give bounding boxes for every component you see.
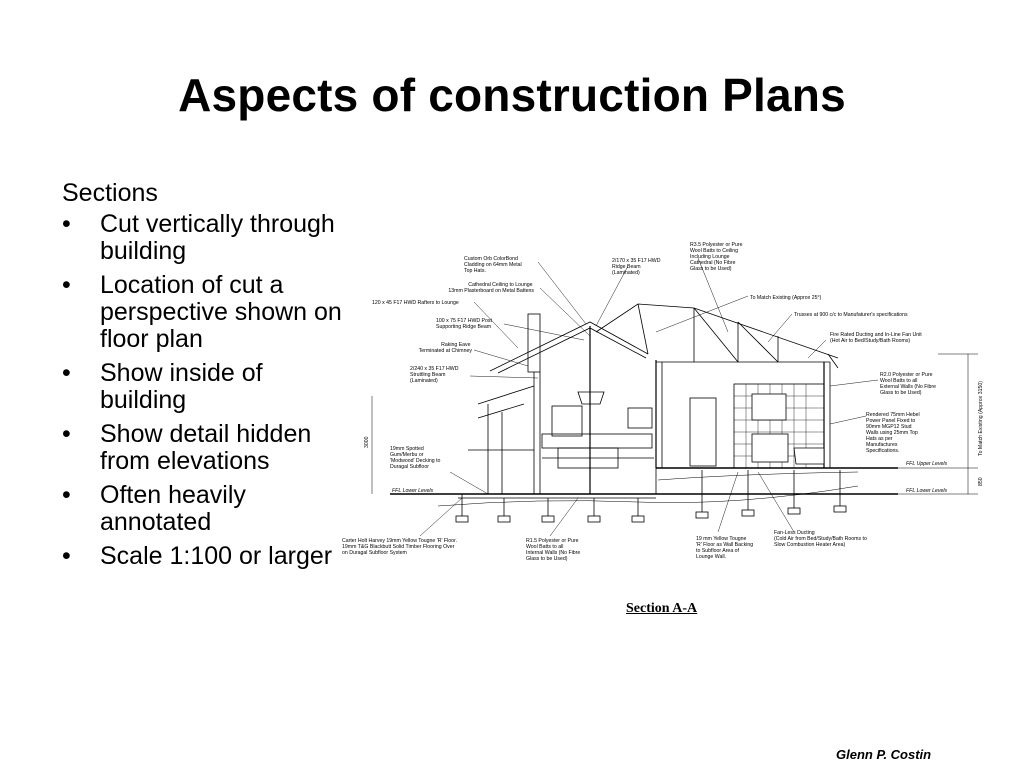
bullet-item: • Show detail hidden from elevations xyxy=(62,421,352,475)
truss-web xyxy=(738,322,778,362)
annotation-custom-orb: Custom Orb ColorBond Cladding on 64mm Metal Top Hats. xyxy=(464,256,522,274)
roof-ridge xyxy=(638,304,648,354)
bath-window xyxy=(752,394,786,420)
author-credit: Glenn P. Costin xyxy=(836,747,932,762)
annotation-yellow-tougne: 19 mm Yellow Tougne 'R' Floor as Wall Backing to Subfloor Area of Lounge Wall. xyxy=(696,536,754,560)
annotation-ffl-lower-right: FFL Lower Levels xyxy=(906,488,948,494)
annotation-ffl-upper: FFL Upper Levels xyxy=(906,461,948,467)
dimension-3000: 3000 xyxy=(364,436,370,448)
bullet-item: • Scale 1:100 or larger xyxy=(62,543,352,570)
left-text-column xyxy=(62,180,352,577)
annotation-r15-batts: R1.5 Polyester or Pure Wool Batts to all Internal Walls (No Fibre Glass to be Used) xyxy=(526,538,581,562)
drawing-caption: Section A-A xyxy=(626,601,698,616)
annotation-cathedral-ceiling: Cathedral Ceiling to Lounge 13mm Plasterboard on Metal Battens xyxy=(448,282,534,294)
annotation-match-existing-25: To Match Existing (Approx 25°) xyxy=(750,295,822,301)
bullet-item: • Cut vertically through building xyxy=(62,211,352,265)
annotation-spotted-gum: 19mm Spotted Gum/Merbu or 'Modwood' Decking to Duragal Subfloor xyxy=(390,446,441,470)
annotation-ffl-lower-left: FFL Lower Levels xyxy=(392,488,434,494)
roof-left-inner xyxy=(498,328,646,373)
door xyxy=(690,398,716,466)
annotation-ridge-beam: 2/170 x 35 F17 HWD Ridge Beam (Laminated) xyxy=(612,258,661,276)
section-drawing xyxy=(338,236,998,572)
chimney xyxy=(528,314,540,372)
annotation-hebel: Rendered 75mm Hebel Power Panel Fixed to 90mm MGP12 Stud Walls using 25mm Top Hats as per Manufactures Specifications. xyxy=(866,412,920,454)
bullet-item: • Location of cut a perspective shown on floor plan xyxy=(62,272,352,353)
bullet-item: • Show inside of building xyxy=(62,360,352,414)
section-heading: Sections xyxy=(62,179,158,207)
ground-line xyxy=(438,486,858,506)
annotation-raking-eave: Raking Eave Terminated at Chimney xyxy=(418,342,472,354)
bullet-item: • Often heavily annotated xyxy=(62,482,352,536)
annotation-fan-less: Fan-Less Ducting (Cold Air from Bed/Study/Bath Rooms to Slow Combustion Heater Area) xyxy=(774,530,867,548)
window-left xyxy=(552,406,582,436)
vanity xyxy=(752,434,788,462)
annotation-r20-batts: R2.0 Polyester or Pure Wool Batts to all External Walls (No Fibre Glass to be Used) xyxy=(880,372,937,396)
annotation-carter-holt: Carter Holt Harvey 19mm Yellow Tougne 'R' Floor. 19mm T&G Blackbutt Solid Timber Flooring Over on Duragal Subfloor System xyxy=(342,538,457,556)
bathtub xyxy=(794,448,824,464)
annotation-strutting-beam: 2/240 x 35 F17 HWD Struttling Beam (Laminated) xyxy=(410,366,459,384)
range-hood xyxy=(578,392,604,404)
slide-title: Aspects of construction Plans xyxy=(178,69,846,121)
window-mid xyxy=(628,408,652,428)
annotation-trusses: Trusses at 900 c/c to Manufaturer's specifications xyxy=(794,312,908,318)
truss-web xyxy=(694,308,738,362)
dimension-850: 850 xyxy=(978,477,984,486)
verandah-awning xyxy=(478,404,524,418)
annotation-r35-batts: R3.5 Polyester or Pure Wool Batts to Ceiling Including Lounge Cathedral (No Fibre Glass to be Used) xyxy=(690,242,743,272)
annotation-rafters: 120 x 45 F17 HWD Rafters to Lounge xyxy=(372,300,459,306)
annotation-post: 100 x 75 F17 HWD Post Supporting Ridge Beam xyxy=(436,318,492,330)
verandah-roof xyxy=(478,386,534,404)
annotation-fire-rated: Fire Rated Ducting and In-Line Fan Unit (Hot Air to Bed/Study/Bath Rooms) xyxy=(830,332,922,344)
bullet-list xyxy=(62,211,352,570)
fill-line xyxy=(658,472,858,480)
dimension-match-existing: To Match Existing (Approx 3150) xyxy=(978,381,984,456)
annotations xyxy=(342,242,984,562)
